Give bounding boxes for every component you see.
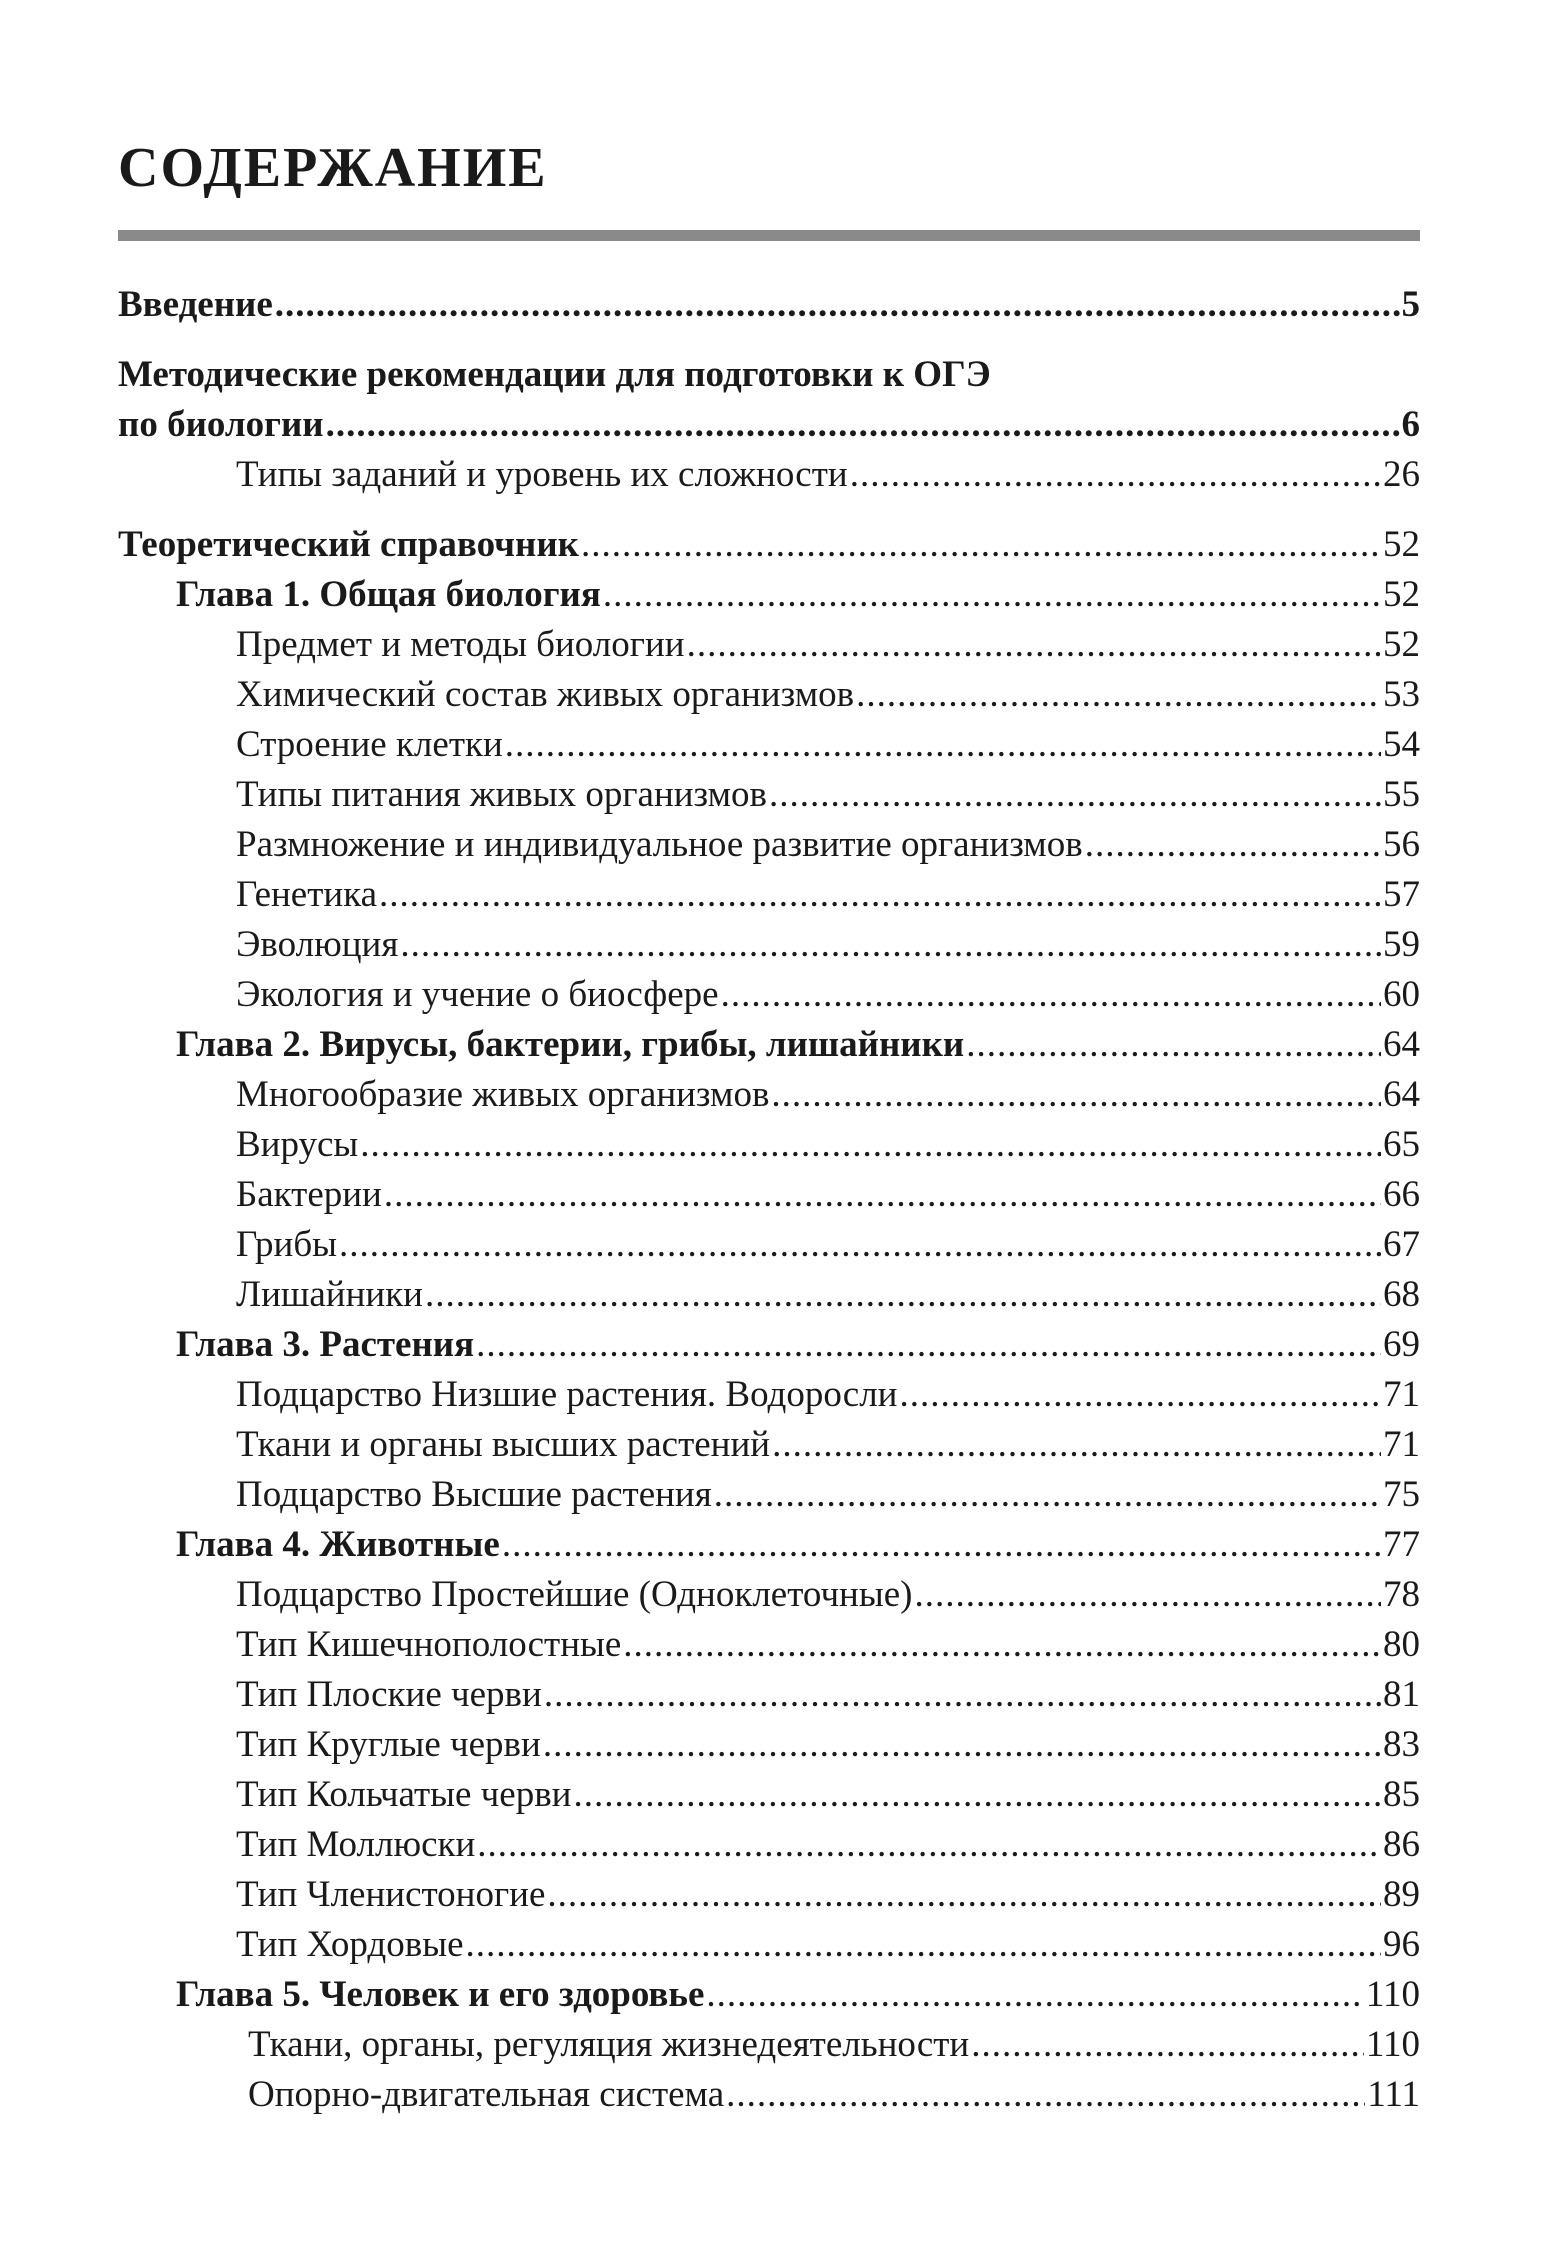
toc-item[interactable]	[118, 1820, 1420, 1870]
toc-item[interactable]	[118, 1270, 1420, 1320]
dot-leader	[466, 1920, 1381, 1970]
toc-label: Грибы	[236, 1224, 338, 1265]
toc-page: 110	[1365, 1974, 1420, 2015]
dot-leader	[603, 570, 1381, 620]
toc-label: Генетика	[236, 874, 378, 915]
toc-item[interactable]	[118, 1920, 1420, 1970]
toc-item[interactable]	[118, 1720, 1420, 1770]
toc-label: по биологии	[118, 404, 324, 445]
toc-item[interactable]	[118, 1670, 1420, 1720]
toc-page: 64	[1383, 1024, 1420, 1065]
dot-leader	[339, 1220, 1381, 1270]
dot-leader	[326, 400, 1400, 450]
table-of-contents	[118, 280, 1420, 2120]
toc-label: Тип Плоские черви	[236, 1674, 542, 1715]
dot-leader	[505, 720, 1381, 770]
toc-page: 67	[1383, 1224, 1420, 1265]
toc-item[interactable]	[118, 1220, 1420, 1270]
toc-label: Глава 3. Растения	[176, 1324, 475, 1365]
toc-label: Химический состав живых организмов	[236, 674, 855, 715]
toc-item[interactable]	[118, 870, 1420, 920]
dot-leader	[573, 1770, 1381, 1820]
toc-page: 26	[1383, 454, 1420, 495]
toc-page: 52	[1383, 524, 1420, 565]
toc-label: Тип Моллюски	[236, 1824, 476, 1865]
dot-leader	[502, 1520, 1381, 1570]
dot-leader	[850, 450, 1381, 500]
toc-entry-methods[interactable]	[118, 400, 1420, 450]
title-underline	[118, 230, 1420, 241]
dot-leader	[856, 670, 1381, 720]
toc-label: Ткани и органы высших растений	[236, 1424, 771, 1465]
dot-leader	[275, 280, 1400, 330]
toc-item[interactable]	[118, 820, 1420, 870]
toc-label: Глава 4. Животные	[176, 1524, 500, 1565]
toc-page: 6	[1401, 404, 1420, 445]
dot-leader	[726, 2070, 1365, 2120]
toc-label: Типы питания живых организмов	[236, 774, 768, 815]
toc-label: Тип Кольчатые черви	[236, 1774, 572, 1815]
toc-label: Размножение и индивидуальное развитие организмов	[236, 824, 1083, 865]
toc-page: 86	[1383, 1824, 1420, 1865]
toc-page: 66	[1383, 1174, 1420, 1215]
toc-page: 77	[1383, 1524, 1420, 1565]
toc-page: 52	[1383, 574, 1420, 615]
toc-entry-theory[interactable]	[118, 520, 1420, 570]
toc-item[interactable]	[118, 770, 1420, 820]
dot-leader	[771, 1070, 1381, 1120]
toc-label: Глава 1. Общая биология	[176, 574, 601, 615]
toc-label: Лишайники	[236, 1274, 423, 1315]
toc-page: 68	[1383, 1274, 1420, 1315]
dot-leader	[379, 870, 1381, 920]
toc-item[interactable]	[118, 1570, 1420, 1620]
dot-leader	[687, 620, 1381, 670]
toc-label: Тип Кишечнополостные	[236, 1624, 622, 1665]
toc-page: 85	[1383, 1774, 1420, 1815]
toc-item[interactable]	[118, 1420, 1420, 1470]
toc-item[interactable]	[118, 670, 1420, 720]
toc-page: 52	[1383, 624, 1420, 665]
toc-label: Теоретический справочник	[118, 524, 579, 565]
toc-label: Предмет и методы биологии	[236, 624, 685, 665]
toc-label: Введение	[118, 284, 273, 325]
dot-leader	[966, 1020, 1381, 1070]
dot-leader	[721, 970, 1381, 1020]
toc-label: Тип Хордовые	[236, 1924, 464, 1965]
toc-label: Глава 2. Вирусы, бактерии, грибы, лишайники	[176, 1024, 965, 1065]
toc-entry-intro[interactable]	[118, 280, 1420, 330]
toc-item[interactable]	[118, 1620, 1420, 1670]
dot-leader	[714, 1470, 1381, 1520]
toc-page: 71	[1383, 1374, 1420, 1415]
dot-leader	[360, 1120, 1381, 1170]
toc-page: 89	[1383, 1874, 1420, 1915]
toc-item[interactable]	[118, 920, 1420, 970]
toc-label: Тип Членистоногие	[236, 1874, 546, 1915]
toc-label: Бактерии	[236, 1174, 382, 1215]
toc-item[interactable]	[118, 620, 1420, 670]
toc-label: Опорно-двигательная система	[248, 2074, 725, 2115]
dot-leader	[384, 1170, 1381, 1220]
toc-label: Вирусы	[236, 1124, 359, 1165]
toc-item[interactable]	[118, 720, 1420, 770]
toc-chapter-3[interactable]	[118, 1320, 1420, 1370]
toc-item[interactable]	[118, 1120, 1420, 1170]
toc-page: 5	[1401, 284, 1420, 325]
dot-leader	[544, 1670, 1381, 1720]
dot-leader	[543, 1720, 1381, 1770]
toc-page: 96	[1383, 1924, 1420, 1965]
toc-page: 83	[1383, 1724, 1420, 1765]
toc-label: Подцарство Простейшие (Одноклеточные)	[236, 1574, 913, 1615]
toc-page: 111	[1367, 2074, 1420, 2115]
dot-leader	[1085, 820, 1381, 870]
dot-leader	[425, 1270, 1381, 1320]
toc-chapter-4[interactable]	[118, 1520, 1420, 1570]
dot-leader	[581, 520, 1381, 570]
dot-leader	[706, 1970, 1363, 2020]
toc-chapter-1[interactable]	[118, 570, 1420, 620]
toc-label: Многообразие живых организмов	[236, 1074, 770, 1115]
toc-label: Ткани, органы, регуляция жизнедеятельности	[248, 2024, 970, 2065]
toc-page: 59	[1383, 924, 1420, 965]
toc-label: Глава 5. Человек и его здоровье	[176, 1974, 705, 2015]
toc-page: 80	[1383, 1624, 1420, 1665]
dot-leader	[477, 1820, 1381, 1870]
toc-page: 65	[1383, 1124, 1420, 1165]
toc-label: Подцарство Высшие растения	[236, 1474, 712, 1515]
dot-leader	[772, 1420, 1381, 1470]
dot-leader	[914, 1570, 1381, 1620]
toc-item[interactable]	[118, 1170, 1420, 1220]
dot-leader	[899, 1370, 1381, 1420]
toc-page: 56	[1383, 824, 1420, 865]
toc-chapter-2[interactable]	[118, 1020, 1420, 1070]
dot-leader	[400, 920, 1381, 970]
toc-page: 71	[1383, 1424, 1420, 1465]
toc-page: 60	[1383, 974, 1420, 1015]
toc-page: 55	[1383, 774, 1420, 815]
toc-page: 75	[1383, 1474, 1420, 1515]
toc-label: Тип Круглые черви	[236, 1724, 541, 1765]
toc-item[interactable]	[118, 1470, 1420, 1520]
toc-label: Экология и учение о биосфере	[236, 974, 719, 1015]
toc-item[interactable]	[118, 1070, 1420, 1120]
toc-page: 78	[1383, 1574, 1420, 1615]
toc-label: Строение клетки	[236, 724, 503, 765]
toc-item[interactable]	[118, 1870, 1420, 1920]
toc-label: Подцарство Низшие растения. Водоросли	[236, 1374, 898, 1415]
dot-leader	[547, 1870, 1381, 1920]
toc-page: 64	[1383, 1074, 1420, 1115]
toc-chapter-5[interactable]	[118, 1970, 1420, 2020]
toc-entry-task-types[interactable]	[118, 450, 1420, 500]
toc-page: 57	[1383, 874, 1420, 915]
toc-entry-methods-line1[interactable]: Методические рекомендации для подготовки к ОГЭ	[118, 354, 991, 395]
dot-leader	[769, 770, 1381, 820]
toc-item[interactable]	[118, 2020, 1420, 2070]
toc-page: 81	[1383, 1674, 1420, 1715]
toc-label: Типы заданий и уровень их сложности	[236, 454, 848, 495]
dot-leader	[971, 2020, 1364, 2070]
toc-page: 69	[1383, 1324, 1420, 1365]
toc-item[interactable]	[118, 2070, 1420, 2120]
toc-page: 53	[1383, 674, 1420, 715]
dot-leader	[476, 1320, 1381, 1370]
toc-page: 54	[1383, 724, 1420, 765]
toc-page: 110	[1365, 2024, 1420, 2065]
toc-label: Эволюция	[236, 924, 399, 965]
toc-item[interactable]	[118, 1370, 1420, 1420]
page-title: СОДЕРЖАНИЕ	[118, 137, 548, 199]
dot-leader	[623, 1620, 1381, 1670]
toc-item[interactable]	[118, 1770, 1420, 1820]
toc-item[interactable]	[118, 970, 1420, 1020]
